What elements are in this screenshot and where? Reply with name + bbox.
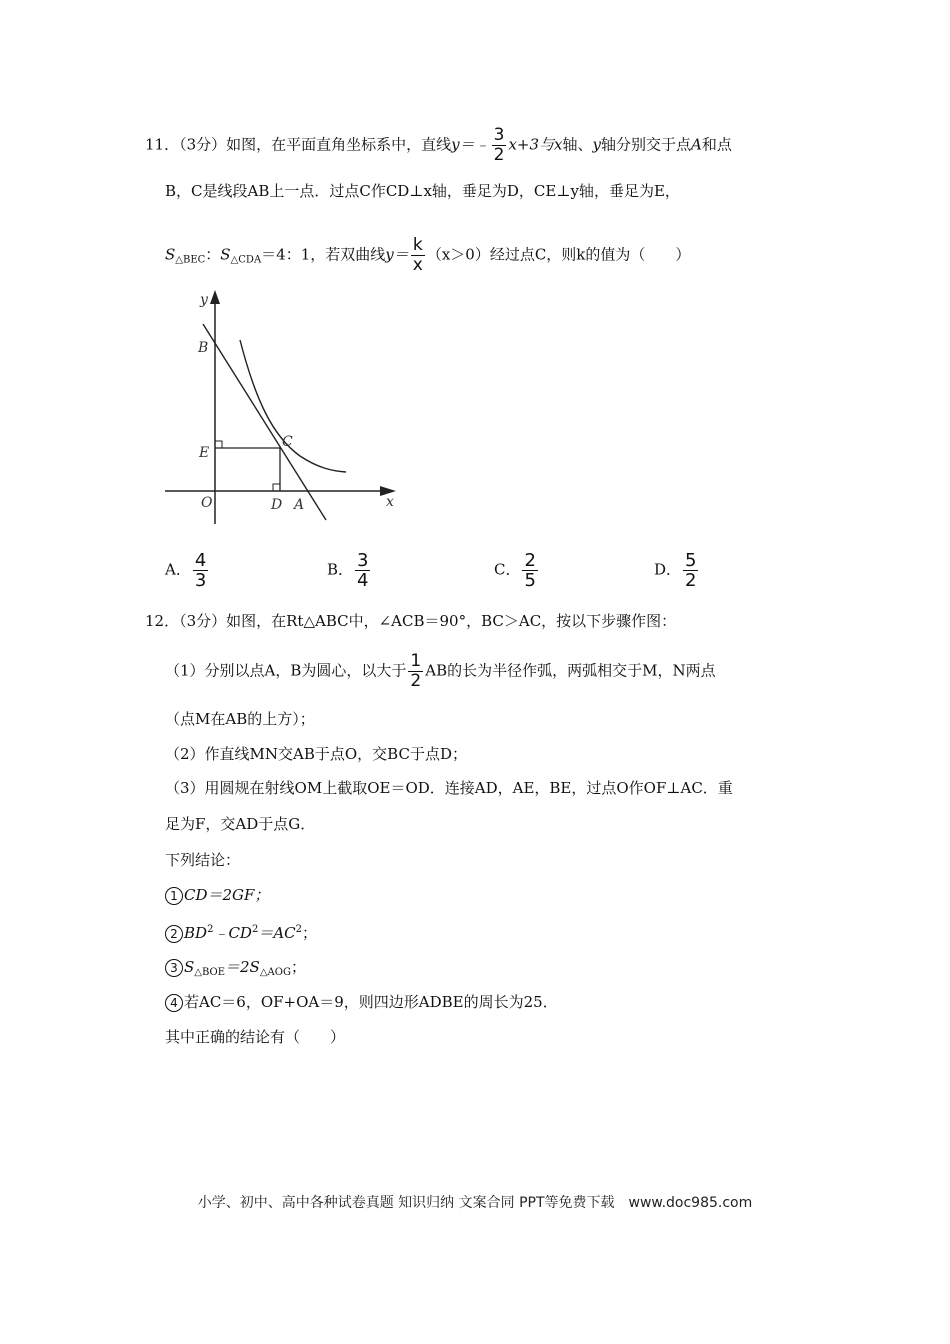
q11-line3-a: ＝4：1，若双曲线 bbox=[261, 245, 386, 264]
frac-num: 5 bbox=[685, 550, 697, 571]
c3-b: ＝2S bbox=[225, 958, 260, 976]
c2-sup2: 2 bbox=[251, 924, 259, 935]
q11-line3-y: y＝ bbox=[385, 245, 409, 264]
q12-step3-cont: 足为F，交AD于点G． bbox=[165, 815, 316, 833]
option-a-fraction bbox=[193, 551, 208, 590]
step1-fraction bbox=[408, 652, 423, 691]
option-c-label: C． bbox=[494, 560, 521, 579]
label-o: O bbox=[201, 495, 213, 511]
q12-step1-cont: （点M在AB的上方）； bbox=[165, 710, 315, 728]
frac-den: 2 bbox=[685, 570, 697, 591]
conclusion-4-text: 若AC＝6，OF+OA＝9，则四边形ADBE的周长为25． bbox=[184, 993, 558, 1011]
label-d: D bbox=[271, 497, 283, 513]
hyperbola-curve bbox=[240, 340, 346, 472]
c3-sub2: △AOG bbox=[259, 967, 291, 978]
c2-b: ﹣CD bbox=[213, 924, 252, 942]
conclusion-1-text: CD＝2GF； bbox=[184, 886, 270, 904]
q11-eq-y: y＝﹣ bbox=[451, 135, 490, 154]
q11-eq-rest: x+3与 bbox=[508, 135, 555, 154]
q12-step1 bbox=[165, 652, 716, 691]
colon: ： bbox=[205, 245, 221, 264]
option-b-label: B． bbox=[327, 560, 354, 579]
option-a-label: A． bbox=[165, 560, 191, 579]
q11-text-d: 轴分别交于点 bbox=[601, 135, 692, 154]
circle-number-2: 2 bbox=[165, 925, 183, 943]
q11-x: x bbox=[554, 135, 563, 154]
option-d[interactable] bbox=[654, 551, 700, 590]
q12-question: 其中正确的结论有（ ） bbox=[165, 1028, 346, 1046]
q12-conclusion-2 bbox=[165, 920, 317, 943]
q11-line2: B，C是线段AB上一点．过点C作CD⊥x轴，垂足为D，CE⊥y轴，垂足为E， bbox=[165, 182, 680, 200]
circle-number-1: 1 bbox=[165, 887, 183, 905]
c2-sup3: 2 bbox=[295, 924, 303, 935]
label-x: x bbox=[386, 494, 394, 510]
q11-fraction-k-over-x bbox=[411, 236, 425, 275]
area-s2: S bbox=[220, 245, 231, 264]
frac-num: 4 bbox=[194, 550, 207, 571]
q11-text-c: 轴、 bbox=[562, 135, 593, 154]
c2-sup1: 2 bbox=[207, 924, 214, 935]
option-d-label: D． bbox=[654, 560, 682, 579]
q12-conclusions-title: 下列结论： bbox=[165, 851, 241, 869]
c2-d: ； bbox=[302, 924, 318, 942]
q11-line3-b: （x＞0）经过点C，则k的值为（ ） bbox=[426, 245, 691, 264]
frac-den: 5 bbox=[524, 570, 536, 591]
c3-a: S bbox=[184, 958, 195, 976]
c2-a: BD bbox=[184, 924, 208, 942]
c3-sub1: △BOE bbox=[194, 967, 226, 978]
frac-num: 3 bbox=[357, 550, 369, 571]
q12-line1: 12．（3分）如图，在Rt△ABC中，∠ACB＝90°，BC＞AC，按以下步骤作图： bbox=[145, 612, 677, 630]
q11-line1 bbox=[145, 126, 732, 165]
q11-text-e: 和点 bbox=[701, 135, 732, 154]
frac-den: x bbox=[412, 255, 423, 275]
label-y: y bbox=[200, 292, 208, 308]
q12-conclusion-4 bbox=[165, 992, 558, 1012]
option-c[interactable] bbox=[494, 551, 540, 590]
q11-fraction-slope bbox=[492, 126, 507, 165]
label-a: A bbox=[294, 497, 305, 513]
frac-den: 2 bbox=[410, 671, 422, 691]
area-sub2: △CDA bbox=[230, 254, 262, 266]
option-a[interactable] bbox=[165, 551, 210, 590]
q11-text-a: 11．（3分）如图，在平面直角坐标系中，直线 bbox=[145, 135, 452, 154]
page-footer: 小学、初中、高中各种试卷真题 知识归纳 文案合同 PPT等免费下载 www.doc985.com bbox=[197, 1195, 753, 1211]
frac-den: 4 bbox=[357, 570, 369, 591]
frac-den: 3 bbox=[194, 570, 207, 591]
frac-num: k bbox=[411, 236, 425, 256]
c3-c: ； bbox=[290, 958, 306, 976]
label-e: E bbox=[199, 445, 210, 461]
area-s1: S bbox=[165, 245, 176, 264]
q11-y: y bbox=[592, 135, 601, 154]
circle-number-3: 3 bbox=[165, 959, 183, 977]
label-b: B bbox=[198, 340, 209, 356]
frac-num: 2 bbox=[524, 550, 536, 571]
right-angle-e bbox=[215, 441, 222, 448]
frac-num: 3 bbox=[493, 125, 505, 145]
option-c-fraction bbox=[522, 551, 537, 590]
q12-step3: （3）用圆规在射线OM上截取OE＝OD．连接AD，AE，BE，过点O作OF⊥AC．重 bbox=[165, 779, 733, 797]
option-b-fraction bbox=[355, 551, 370, 590]
y-axis-arrow bbox=[210, 290, 220, 304]
q11-coordinate-figure bbox=[160, 288, 410, 528]
step1-text-b: AB的长为半径作弧，两弧相交于M，N两点 bbox=[425, 661, 716, 680]
q11-A: A bbox=[691, 135, 702, 154]
circle-number-4: 4 bbox=[165, 994, 183, 1012]
frac-den: 2 bbox=[493, 145, 505, 165]
option-b[interactable] bbox=[327, 551, 372, 590]
frac-num: 1 bbox=[410, 651, 422, 671]
option-d-fraction bbox=[683, 551, 698, 590]
c2-c: ＝AC bbox=[258, 924, 296, 942]
right-angle-d bbox=[273, 484, 280, 491]
q12-conclusion-3 bbox=[165, 957, 306, 983]
area-sub1: △BEC bbox=[175, 254, 206, 266]
step1-text-a: （1）分别以点A，B为圆心，以大于 bbox=[165, 661, 407, 680]
label-c: C bbox=[282, 434, 293, 450]
q11-line3 bbox=[165, 236, 690, 275]
q12-conclusion-1 bbox=[165, 885, 269, 905]
q12-step2: （2）作直线MN交AB于点O，交BC于点D； bbox=[165, 745, 467, 763]
